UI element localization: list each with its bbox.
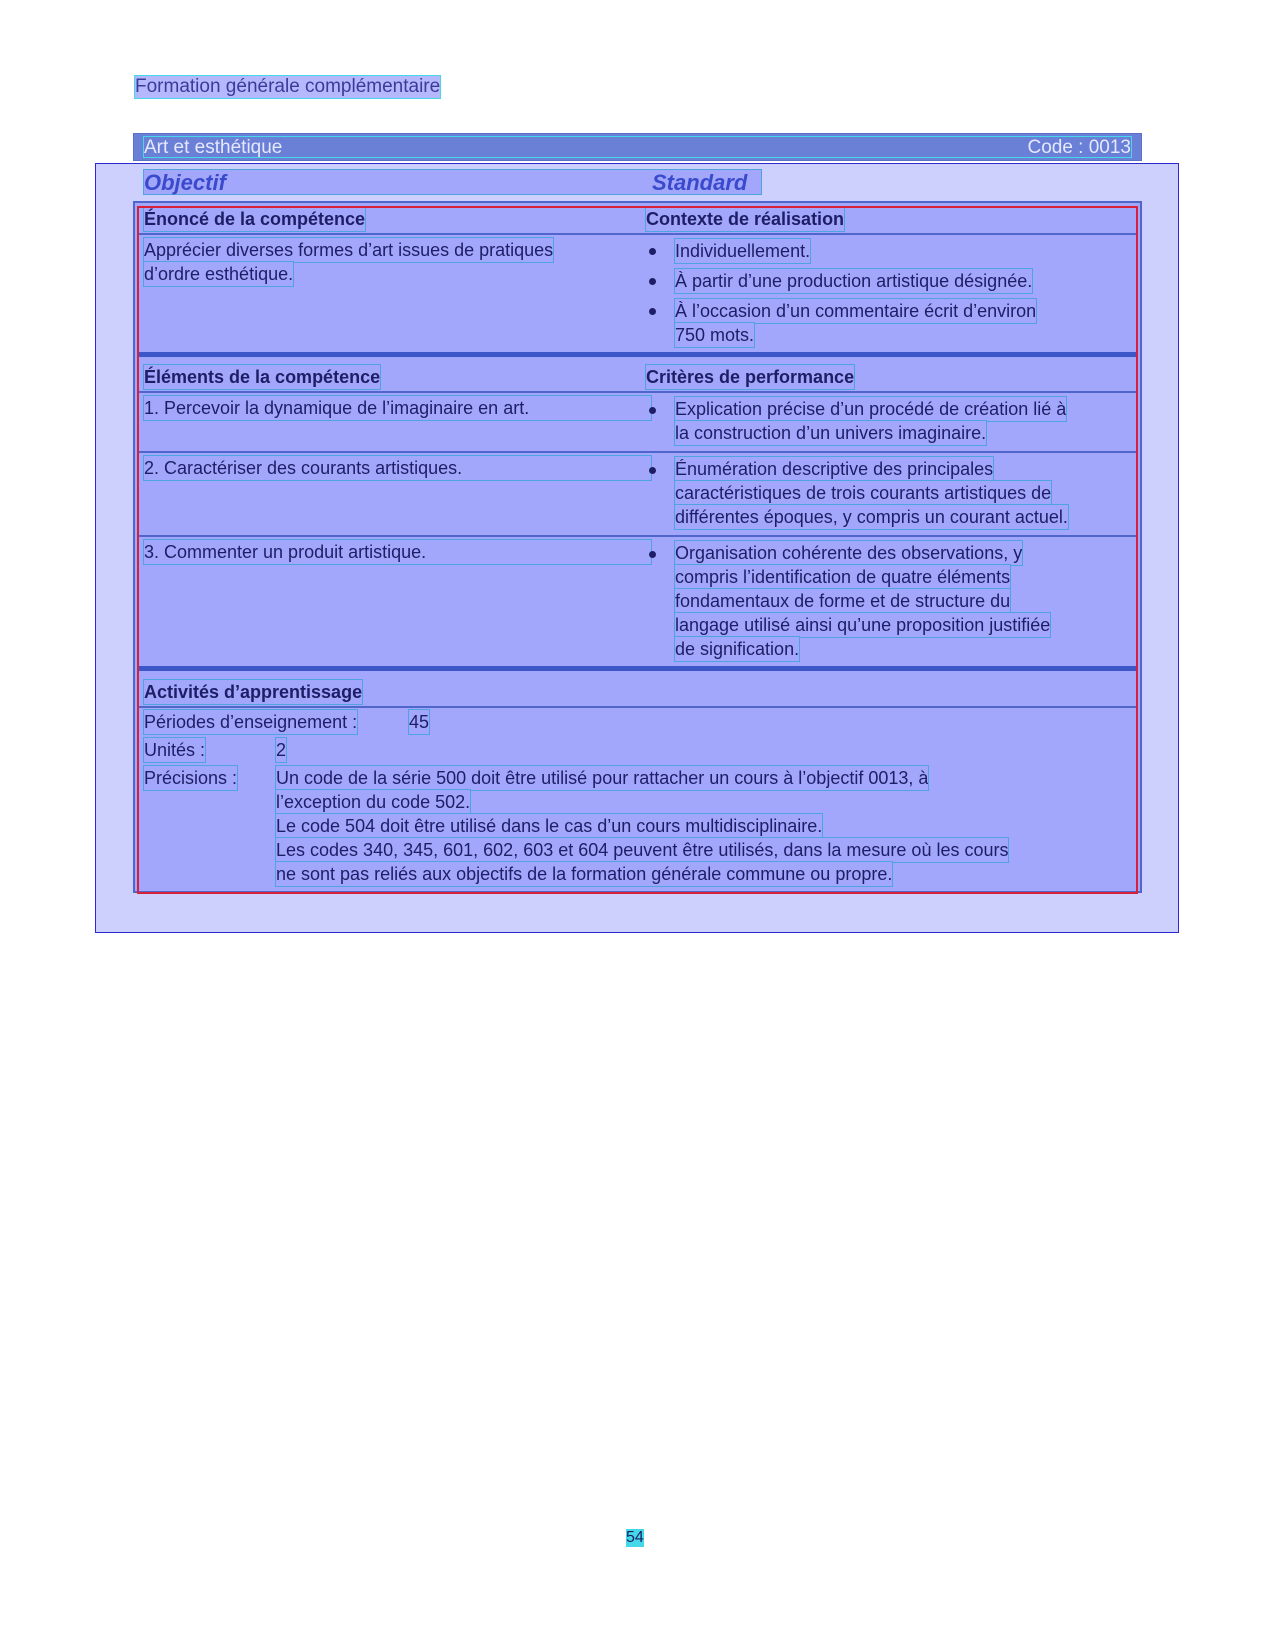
section-separator xyxy=(137,666,1138,671)
course-title-bar xyxy=(133,133,1142,161)
critere-line: langage utilisé ainsi qu’une proposition justifiée xyxy=(675,615,1051,635)
unites-label: Unités : xyxy=(144,740,206,760)
bullet-icon xyxy=(649,278,656,285)
divider xyxy=(137,233,1138,235)
bullet-icon xyxy=(649,248,656,255)
critere-line: Explication précise d’un procédé de création lié à xyxy=(675,399,1067,419)
precisions-label: Précisions : xyxy=(144,768,238,788)
contexte-item: À l’occasion d’un commentaire écrit d’environ xyxy=(675,301,1037,321)
standard-heading: Standard xyxy=(652,170,748,195)
contexte-item: À partir d’une production artistique désignée. xyxy=(675,271,1033,291)
critere-line: la construction d’un univers imaginaire. xyxy=(675,423,987,443)
page-number: 54 xyxy=(626,1529,644,1546)
element-item: 2. Caractériser des courants artistiques. xyxy=(144,456,651,480)
precisions-line: Un code de la série 500 doit être utilisé pour rattacher un cours à l’objectif 0013, à xyxy=(276,768,929,788)
periodes-value: 45 xyxy=(409,712,430,732)
contexte-item: 750 mots. xyxy=(675,325,755,345)
critere-line: Organisation cohérente des observations, y xyxy=(675,543,1023,563)
page-header: Formation générale complémentaire xyxy=(135,76,441,97)
precisions-line: Le code 504 doit être utilisé dans le cas d’un cours multidisciplinaire. xyxy=(276,816,823,836)
unites-value: 2 xyxy=(276,740,287,760)
bullet-icon xyxy=(649,407,656,414)
divider xyxy=(137,535,1138,537)
enonce-line: Apprécier diverses formes d’art issues de pratiques xyxy=(144,240,554,260)
enonce-line: d’ordre esthétique. xyxy=(144,264,294,284)
criteres-heading: Critères de performance xyxy=(646,367,855,387)
element-item: 3. Commenter un produit artistique. xyxy=(144,540,651,564)
course-code: Code : 0013 xyxy=(1027,137,1131,158)
precisions-line: Les codes 340, 345, 601, 602, 603 et 604 peuvent être utilisés, dans la mesure où les cours xyxy=(276,840,1009,860)
critere-line: compris l’identification de quatre éléments xyxy=(675,567,1011,587)
divider xyxy=(137,451,1138,453)
bullet-icon xyxy=(649,467,656,474)
periodes-label: Périodes d’enseignement : xyxy=(144,712,358,732)
precisions-line: l’exception du code 502. xyxy=(276,792,471,812)
bullet-icon xyxy=(649,308,656,315)
section-separator xyxy=(137,352,1138,357)
objectif-heading: Objectif xyxy=(144,170,226,195)
critere-line: caractéristiques de trois courants artistiques de xyxy=(675,483,1052,503)
enonce-heading: Énoncé de la compétence xyxy=(144,209,366,229)
critere-line: fondamentaux de forme et de structure du xyxy=(675,591,1011,611)
elements-heading: Éléments de la compétence xyxy=(144,367,381,387)
element-item: 1. Percevoir la dynamique de l’imaginaire en art. xyxy=(144,396,651,420)
activites-heading: Activités d’apprentissage xyxy=(144,682,363,702)
course-title: Art et esthétique xyxy=(144,137,283,158)
contexte-item: Individuellement. xyxy=(675,241,811,261)
critere-line: de signification. xyxy=(675,639,800,659)
critere-line: différentes époques, y compris un courant actuel. xyxy=(675,507,1068,527)
contexte-heading: Contexte de réalisation xyxy=(646,209,845,229)
divider xyxy=(137,706,1138,708)
bullet-icon xyxy=(649,551,656,558)
divider xyxy=(137,391,1138,393)
critere-line: Énumération descriptive des principales xyxy=(675,459,994,479)
precisions-line: ne sont pas reliés aux objectifs de la formation générale commune ou propre. xyxy=(276,864,893,884)
